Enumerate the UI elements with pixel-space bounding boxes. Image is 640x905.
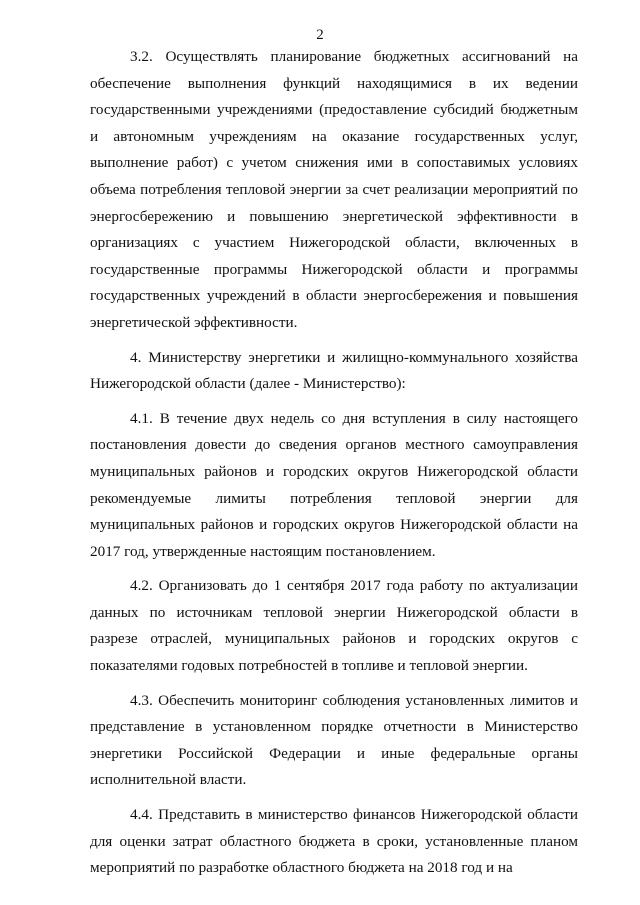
paragraph-4-3: 4.3. Обеспечить мониторинг соблюдения установленных лимитов и представление в установленном порядке отчетности в Министерство энергетики Российской Федерации и иные федеральные органы исполнительной власти. — [90, 691, 578, 789]
paragraph-4: 4. Министерству энергетики и жилищно-коммунального хозяйства Нижегородской области (далее - Министерство): — [90, 348, 578, 393]
page-number: 2 — [316, 27, 324, 43]
paragraph-3-2: 3.2. Осуществлять планирование бюджетных ассигнований на обеспечение выполнения функций находящимися в их ведении государственными учреждениями (предоставление субсидий бюджетным и автономным учреждениям на оказание государственных услуг, выполнение работ) с учетом снижения ими в сопоставимых условиях объема потребления тепловой энергии за счет реализации мероприятий по энергосбережению и повышению энергетической эффективности в организациях с участием Нижегородской области, включенных в государственные программы Нижегородской области и программы государственных учреждений в области энергосбережения и повышения энергетической эффективности. — [90, 48, 578, 331]
paragraph-4-1: 4.1. В течение двух недель со дня вступления в силу настоящего постановления довести до сведения органов местного самоуправления муниципальных районов и городских округов Нижегородской области рекомендуемые лимиты потребления тепловой энергии для муниципальных районов и городских округов Нижегородской области на 2017 год, утвержденные настоящим постановлением. — [90, 409, 578, 560]
document-body — [90, 44, 578, 882]
paragraph-4-4: 4.4. Представить в министерство финансов Нижегородской области для оценки затрат областного бюджета в сроки, установленные планом мероприятий по разработке областного бюджета на 2018 год и на — [90, 806, 578, 877]
paragraph-4-2: 4.2. Организовать до 1 сентября 2017 года работу по актуализации данных по источникам тепловой энергии Нижегородской области в разрезе отраслей, муниципальных районов и городских округов с показателями годовых потребностей в топливе и тепловой энергии. — [90, 577, 578, 675]
